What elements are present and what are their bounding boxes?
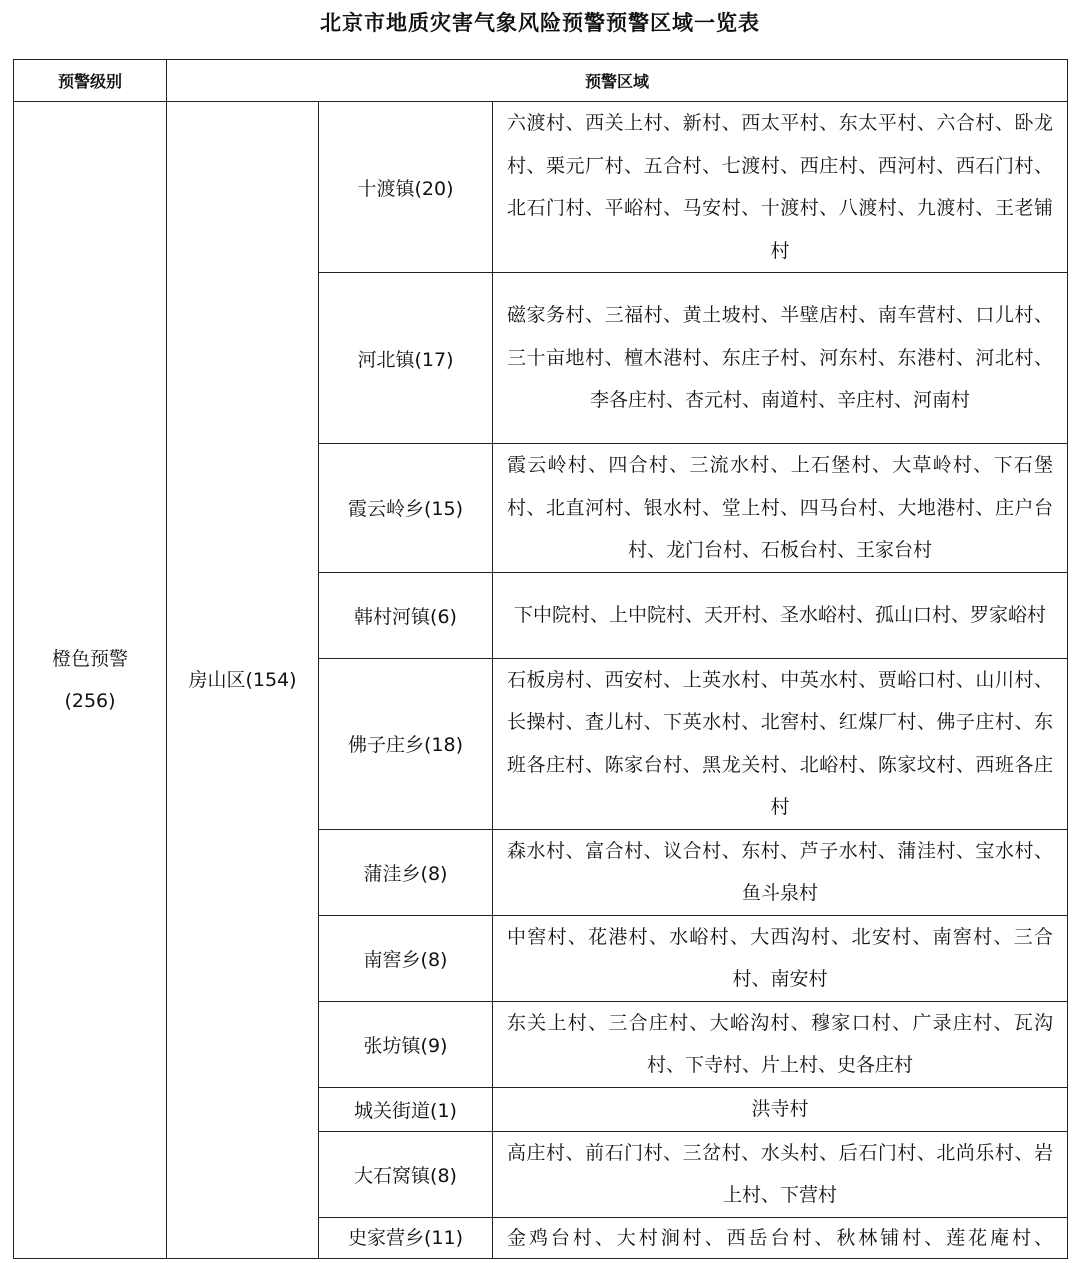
table-header-row	[14, 60, 1068, 102]
table-row	[14, 102, 1068, 273]
village-list: 森水村、富合村、议合村、东村、芦子水村、蒲洼村、宝水村、鱼斗泉村	[493, 829, 1068, 915]
header-level: 预警级别	[14, 60, 167, 102]
village-list: 石板房村、西安村、上英水村、中英水村、贾峪口村、山川村、长操村、査儿村、下英水村、北窖村、红煤厂村、佛子庄村、东班各庄村、陈家台村、黑龙关村、北峪村、陈家坟村、西班各庄村	[493, 658, 1068, 829]
village-list: 金鸡台村、大村涧村、西岳台村、秋林铺村、莲花庵村、	[493, 1217, 1068, 1258]
district-cell: 房山区(154)	[167, 102, 319, 1259]
town-name: 霞云岭乡(15)	[319, 444, 493, 573]
village-list: 磁家务村、三福村、黄土坡村、半壁店村、南车营村、口儿村、三十亩地村、檀木港村、东庄子村、河东村、东港村、河北村、李各庄村、杏元村、南道村、辛庄村、河南村	[493, 273, 1068, 444]
town-name: 河北镇(17)	[319, 273, 493, 444]
village-list: 洪寺村	[493, 1087, 1068, 1131]
village-list: 霞云岭村、四合村、三流水村、上石堡村、大草岭村、下石堡村、北直河村、银水村、堂上村、四马台村、大地港村、庄户台村、龙门台村、石板台村、王家台村	[493, 444, 1068, 573]
village-list: 中窖村、花港村、水峪村、大西沟村、北安村、南窖村、三合村、南安村	[493, 915, 1068, 1001]
village-list: 下中院村、上中院村、天开村、圣水峪村、孤山口村、罗家峪村	[493, 572, 1068, 658]
level-name: 橙色预警	[51, 647, 128, 670]
town-name: 韩村河镇(6)	[319, 572, 493, 658]
town-name: 张坊镇(9)	[319, 1001, 493, 1087]
level-count: (256)	[64, 689, 116, 712]
town-name: 大石窝镇(8)	[319, 1131, 493, 1217]
warning-region-table	[13, 59, 1068, 1259]
town-name: 南窖乡(8)	[319, 915, 493, 1001]
town-name: 史家营乡(11)	[319, 1217, 493, 1258]
page-title: 北京市地质灾害气象风险预警预警区域一览表	[320, 11, 760, 35]
town-name: 佛子庄乡(18)	[319, 658, 493, 829]
village-list: 东关上村、三合庄村、大峪沟村、穆家口村、广录庄村、瓦沟村、下寺村、片上村、史各庄村	[493, 1001, 1068, 1087]
town-name: 十渡镇(20)	[319, 102, 493, 273]
level-cell	[14, 102, 167, 1259]
town-name: 城关街道(1)	[319, 1087, 493, 1131]
town-name: 蒲洼乡(8)	[319, 829, 493, 915]
village-list: 六渡村、西关上村、新村、西太平村、东太平村、六合村、卧龙村、栗元厂村、五合村、七渡村、西庄村、西河村、西石门村、北石门村、平峪村、马安村、十渡村、八渡村、九渡村、王老铺村	[493, 102, 1068, 273]
header-region: 预警区域	[167, 60, 1068, 102]
village-list: 高庄村、前石门村、三岔村、水头村、后石门村、北尚乐村、岩上村、下营村	[493, 1131, 1068, 1217]
